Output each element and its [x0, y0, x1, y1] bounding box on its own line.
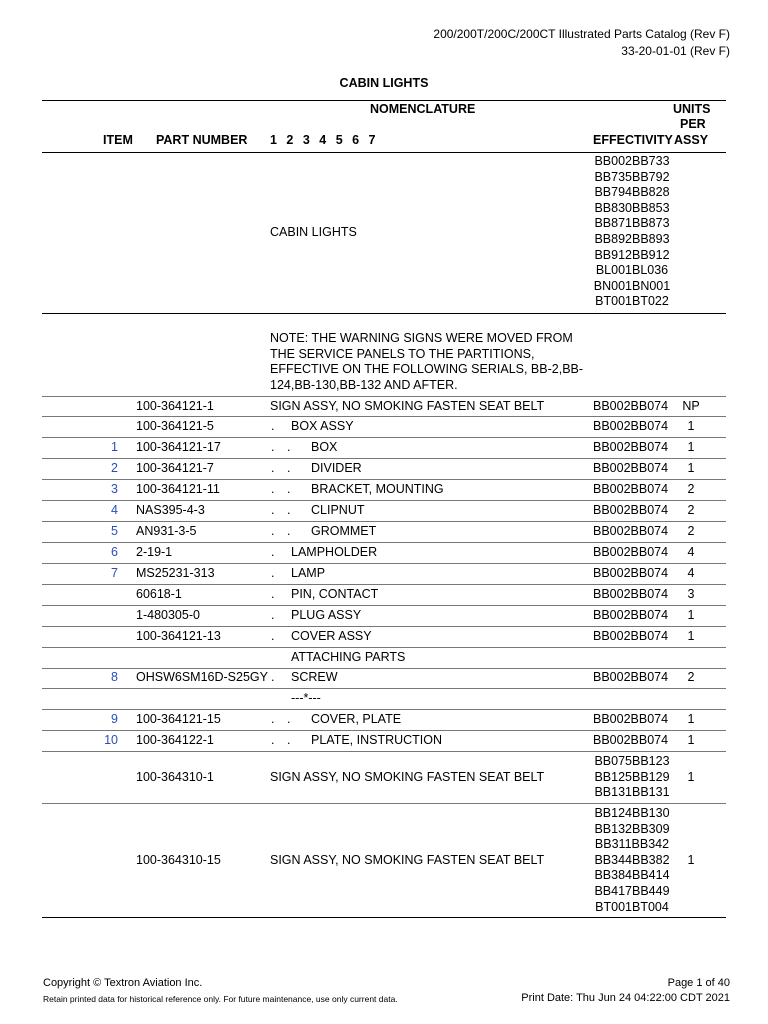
row-rule — [42, 396, 726, 397]
row-rule — [42, 542, 726, 543]
row-rule — [42, 803, 726, 804]
row-rule — [42, 500, 726, 501]
nomenclature: BOX ASSY — [291, 419, 354, 433]
row-rule — [42, 584, 726, 585]
units-per-assy: 1 — [687, 712, 695, 726]
row-rule — [42, 688, 726, 689]
part-number: 100-364121-17 — [136, 440, 221, 454]
indent-dots: . . — [271, 461, 291, 475]
effectivity: BB002BB074 — [593, 733, 669, 747]
units-per-assy: NP — [682, 399, 700, 413]
note-text: NOTE: THE WARNING SIGNS WERE MOVED FROM THE SERVICE PANELS TO THE PARTITIONS, EFFECTIVE ON THE FOLLOWING SERIALS, BB-2,BB- 124,BB-130,BB-132 AND AFTER. — [270, 331, 584, 392]
part-number: 100-364121-7 — [136, 461, 214, 475]
nomenclature: SIGN ASSY, NO SMOKING FASTEN SEAT BELT — [270, 853, 545, 867]
copyright: Copyright © Textron Aviation Inc. — [43, 977, 203, 989]
item-number: 2 — [111, 461, 118, 475]
part-number: AN931-3-5 — [136, 524, 197, 538]
units-per-assy: 1 — [687, 461, 695, 475]
part-number: 100-364122-1 — [136, 733, 214, 747]
item-number: 3 — [111, 482, 118, 496]
indent-dots: . . — [271, 482, 291, 496]
row-rule — [42, 416, 726, 417]
effectivity: BB002BB074 — [593, 440, 669, 454]
nomenclature: SCREW — [291, 670, 338, 684]
nomenclature: BOX — [311, 440, 338, 454]
part-number: NAS395-4-3 — [136, 503, 205, 517]
nomenclature: PLUG ASSY — [291, 608, 362, 622]
indent-dots: . — [271, 419, 275, 433]
indent-dots: . . — [271, 440, 291, 454]
effectivity: BB002BB074 — [593, 503, 669, 517]
row-rule — [42, 730, 726, 731]
row-rule — [42, 563, 726, 564]
effectivity: BB002BB074 — [593, 608, 669, 622]
header-bottom-rule — [42, 152, 726, 153]
row-rule — [42, 626, 726, 627]
retain-notice: Retain printed data for historical reference only. For future maintenance, use only current data. — [43, 994, 398, 1004]
section-title: CABIN LIGHTS — [339, 76, 429, 90]
units-per-assy: 1 — [687, 608, 695, 622]
table-bottom-rule — [42, 917, 726, 918]
print-date: Print Date: Thu Jun 24 04:22:00 CDT 2021 — [521, 992, 730, 1004]
row-rule — [42, 668, 726, 669]
item-number: 6 — [111, 545, 118, 559]
indent-dots: . — [271, 670, 275, 684]
units-per-assy: 1 — [687, 770, 695, 784]
effectivity: BB002BB074 — [593, 587, 669, 601]
units-per-assy: 2 — [687, 524, 695, 538]
item-number: 4 — [111, 503, 118, 517]
col-part-number: PART NUMBER — [156, 133, 248, 147]
attaching-parts-label: ATTACHING PARTS — [291, 650, 406, 664]
nomenclature: SIGN ASSY, NO SMOKING FASTEN SEAT BELT — [270, 770, 545, 784]
table-top-rule — [42, 100, 726, 101]
nomenclature: PIN, CONTACT — [291, 587, 379, 601]
nomenclature: GROMMET — [311, 524, 377, 538]
units-per-assy: 1 — [687, 853, 695, 867]
part-number: MS25231-313 — [136, 566, 215, 580]
part-number: 100-364121-15 — [136, 712, 221, 726]
indent-dots: . — [271, 587, 275, 601]
units-per-assy: 1 — [687, 440, 695, 454]
effectivity: BB002BB074 — [593, 712, 669, 726]
units-per-assy: 1 — [687, 629, 695, 643]
item-number: 8 — [111, 670, 118, 684]
units-per-assy: 3 — [687, 587, 695, 601]
units-per-assy: 4 — [687, 545, 695, 559]
item-number: 5 — [111, 524, 118, 538]
row-rule — [42, 605, 726, 606]
col-levels: 1 2 3 4 5 6 7 — [270, 133, 376, 147]
effectivity: BB002BB074 — [593, 629, 669, 643]
nomenclature: COVER, PLATE — [311, 712, 402, 726]
row-rule — [42, 751, 726, 752]
item-number: 1 — [111, 440, 118, 454]
nomenclature: LAMPHOLDER — [291, 545, 378, 559]
nomenclature: LAMP — [291, 566, 326, 580]
col-units-3: ASSY — [674, 133, 709, 147]
item-number: 9 — [111, 712, 118, 726]
col-item: ITEM — [103, 133, 133, 147]
part-number: 2-19-1 — [136, 545, 173, 559]
nomenclature: CABIN LIGHTS — [270, 225, 357, 239]
row-rule — [42, 709, 726, 710]
units-per-assy: 2 — [687, 503, 695, 517]
nomenclature: CLIPNUT — [311, 503, 365, 517]
effectivity: BB002BB074 — [593, 399, 669, 413]
part-number: 100-364121-11 — [136, 482, 220, 496]
effectivity: BB075BB123 BB125BB129 BB131BB131 — [594, 754, 670, 800]
effectivity: BB002BB074 — [593, 482, 669, 496]
part-number: 60618-1 — [136, 587, 182, 601]
part-number: 100-364121-1 — [136, 399, 214, 413]
row-rule — [42, 458, 726, 459]
effectivity: BB002BB074 — [593, 461, 669, 475]
effectivity: BB002BB074 — [593, 545, 669, 559]
part-number: 1-480305-0 — [136, 608, 200, 622]
attaching-parts-end: ---*--- — [291, 691, 321, 705]
item-number: 7 — [111, 566, 118, 580]
row-rule — [42, 479, 726, 480]
units-per-assy: 4 — [687, 566, 695, 580]
indent-dots: . . — [271, 524, 291, 538]
indent-dots: . . — [271, 712, 291, 726]
units-per-assy: 2 — [687, 670, 695, 684]
part-number: 100-364121-13 — [136, 629, 221, 643]
nomenclature: SIGN ASSY, NO SMOKING FASTEN SEAT BELT — [270, 399, 545, 413]
nomenclature: BRACKET, MOUNTING — [311, 482, 444, 496]
nomenclature: DIVIDER — [311, 461, 362, 475]
units-per-assy: 1 — [687, 419, 695, 433]
indent-dots: . . — [271, 503, 291, 517]
effectivity: BB002BB733 BB735BB792 BB794BB828 BB830BB853 BB871BB873 BB892BB893 BB912BB912 BL001BL036 BN001BN001 BT001BT022 — [593, 154, 671, 309]
item-number: 10 — [104, 733, 118, 747]
part-number: 100-364121-5 — [136, 419, 214, 433]
effectivity: BB124BB130 BB132BB309 BB311BB342 BB344BB382 BB384BB414 BB417BB449 BT001BT004 — [594, 806, 670, 914]
document-id: 33-20-01-01 (Rev F) — [621, 44, 730, 58]
part-number: 100-364310-1 — [136, 770, 214, 784]
indent-dots: . . — [271, 733, 291, 747]
catalog-title: 200/200T/200C/200CT Illustrated Parts Catalog (Rev F) — [433, 27, 730, 41]
indent-dots: . — [271, 566, 275, 580]
col-effectivity: EFFECTIVITY — [593, 133, 673, 147]
effectivity: BB002BB074 — [593, 566, 669, 580]
effectivity: BB002BB074 — [593, 419, 669, 433]
col-nomenclature: NOMENCLATURE — [370, 102, 476, 116]
indent-dots: . — [271, 608, 275, 622]
col-units-2: PER — [680, 117, 706, 131]
units-per-assy: 2 — [687, 482, 695, 496]
nomenclature: PLATE, INSTRUCTION — [311, 733, 443, 747]
effectivity: BB002BB074 — [593, 670, 669, 684]
indent-dots: . — [271, 545, 275, 559]
part-number: OHSW6SM16D-S25GY — [136, 670, 268, 684]
row-rule — [42, 437, 726, 438]
col-units-1: UNITS — [673, 102, 711, 116]
part-number: 100-364310-15 — [136, 853, 221, 867]
row-rule — [42, 521, 726, 522]
nomenclature: COVER ASSY — [291, 629, 372, 643]
page-number: Page 1 of 40 — [667, 977, 730, 989]
effectivity: BB002BB074 — [593, 524, 669, 538]
units-per-assy: 1 — [687, 733, 695, 747]
row-rule — [42, 647, 726, 648]
indent-dots: . — [271, 629, 275, 643]
row-rule — [42, 313, 726, 314]
